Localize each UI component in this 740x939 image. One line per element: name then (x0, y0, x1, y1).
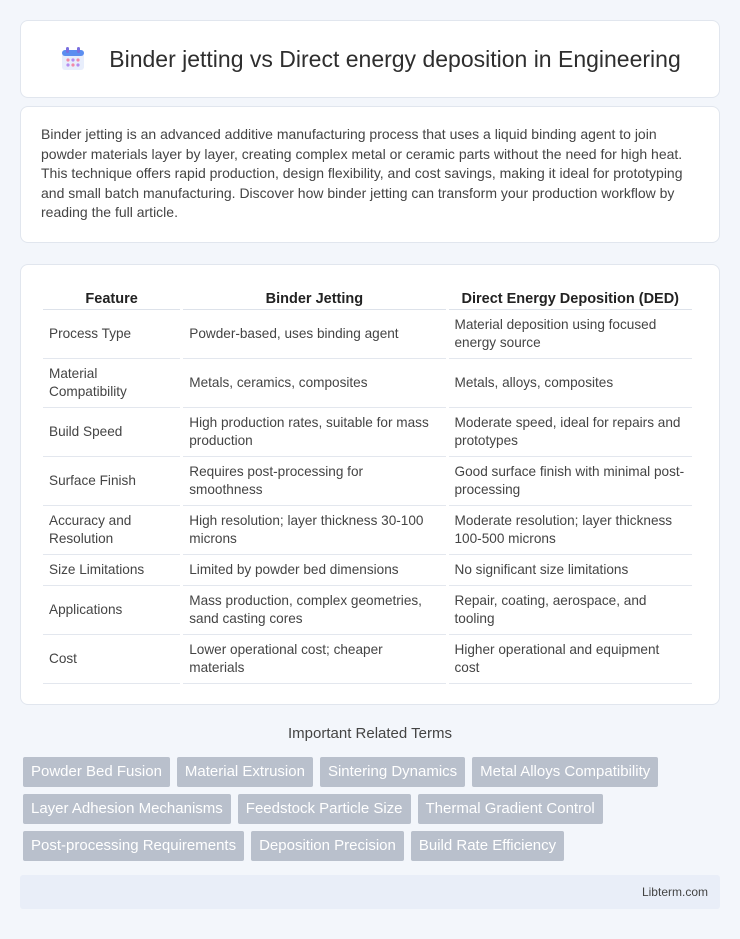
row-ded: Good surface finish with minimal post-processing (449, 457, 693, 506)
intro-card (20, 106, 720, 243)
row-binder-jetting: Metals, ceramics, composites (183, 359, 445, 408)
row-ded: Material deposition using focused energy source (449, 310, 693, 359)
row-feature: Applications (43, 586, 180, 635)
related-term-tag[interactable]: Build Rate Efficiency (411, 831, 564, 861)
header-card (20, 20, 720, 98)
row-binder-jetting: Requires post-processing for smoothness (183, 457, 445, 506)
related-term-tag[interactable]: Material Extrusion (177, 757, 313, 787)
related-term-tag[interactable]: Sintering Dynamics (320, 757, 465, 787)
header-feature: Feature (43, 283, 180, 310)
table-row (43, 457, 692, 506)
row-binder-jetting: Powder-based, uses binding agent (183, 310, 445, 359)
row-binder-jetting: Mass production, complex geometries, sand casting cores (183, 586, 445, 635)
footer (20, 875, 720, 909)
related-term-tag[interactable]: Thermal Gradient Control (418, 794, 603, 824)
row-ded: Metals, alloys, composites (449, 359, 693, 408)
header-ded: Direct Energy Deposition (DED) (449, 283, 693, 310)
row-feature: Process Type (43, 310, 180, 359)
table-row (43, 555, 692, 586)
related-term-tag[interactable]: Deposition Precision (251, 831, 404, 861)
related-term-tag[interactable]: Powder Bed Fusion (23, 757, 170, 787)
page-title: Binder jetting vs Direct energy deposition in Engineering (109, 45, 681, 72)
row-feature: Build Speed (43, 408, 180, 457)
row-ded: Repair, coating, aerospace, and tooling (449, 586, 693, 635)
row-binder-jetting: Lower operational cost; cheaper materials (183, 635, 445, 684)
table-header-row (43, 283, 692, 310)
related-terms-title: Important Related Terms (288, 725, 452, 742)
row-binder-jetting: High resolution; layer thickness 30-100 microns (183, 506, 445, 555)
row-feature: Material Compatibility (43, 359, 180, 408)
row-feature: Size Limitations (43, 555, 180, 586)
row-binder-jetting: Limited by powder bed dimensions (183, 555, 445, 586)
table-row (43, 310, 692, 359)
table-row (43, 506, 692, 555)
table-row (43, 359, 692, 408)
footer-site-link[interactable]: Libterm.com (641, 885, 708, 899)
row-ded: Higher operational and equipment cost (449, 635, 693, 684)
row-binder-jetting: High production rates, suitable for mass production (183, 408, 445, 457)
related-term-tag[interactable]: Post-processing Requirements (23, 831, 244, 861)
row-feature: Cost (43, 635, 180, 684)
intro-paragraph: Binder jetting is an advanced additive manufacturing process that uses a liquid binding agent to join powder materials layer by layer, creating complex metal or ceramic parts without the need for high heat. This technique offers rapid production, design flexibility, and cost savings, making it ideal for prototyping and small batch manufacturing. Discover how binder jetting can transform your production workflow by reading the full article. (41, 126, 683, 220)
related-term-tag[interactable]: Layer Adhesion Mechanisms (23, 794, 231, 824)
related-term-tag[interactable]: Metal Alloys Compatibility (472, 757, 658, 787)
row-ded: No significant size limitations (449, 555, 693, 586)
comparison-card (20, 264, 720, 705)
table-row (43, 586, 692, 635)
header-binder-jetting: Binder Jetting (183, 283, 445, 310)
row-feature: Accuracy and Resolution (43, 506, 180, 555)
calendar-icon (59, 45, 87, 73)
table-row (43, 408, 692, 457)
related-terms-list (23, 757, 723, 861)
row-feature: Surface Finish (43, 457, 180, 506)
table-row (43, 635, 692, 684)
row-ded: Moderate speed, ideal for repairs and prototypes (449, 408, 693, 457)
row-ded: Moderate resolution; layer thickness 100-500 microns (449, 506, 693, 555)
comparison-table (40, 283, 695, 684)
related-term-tag[interactable]: Feedstock Particle Size (238, 794, 411, 824)
